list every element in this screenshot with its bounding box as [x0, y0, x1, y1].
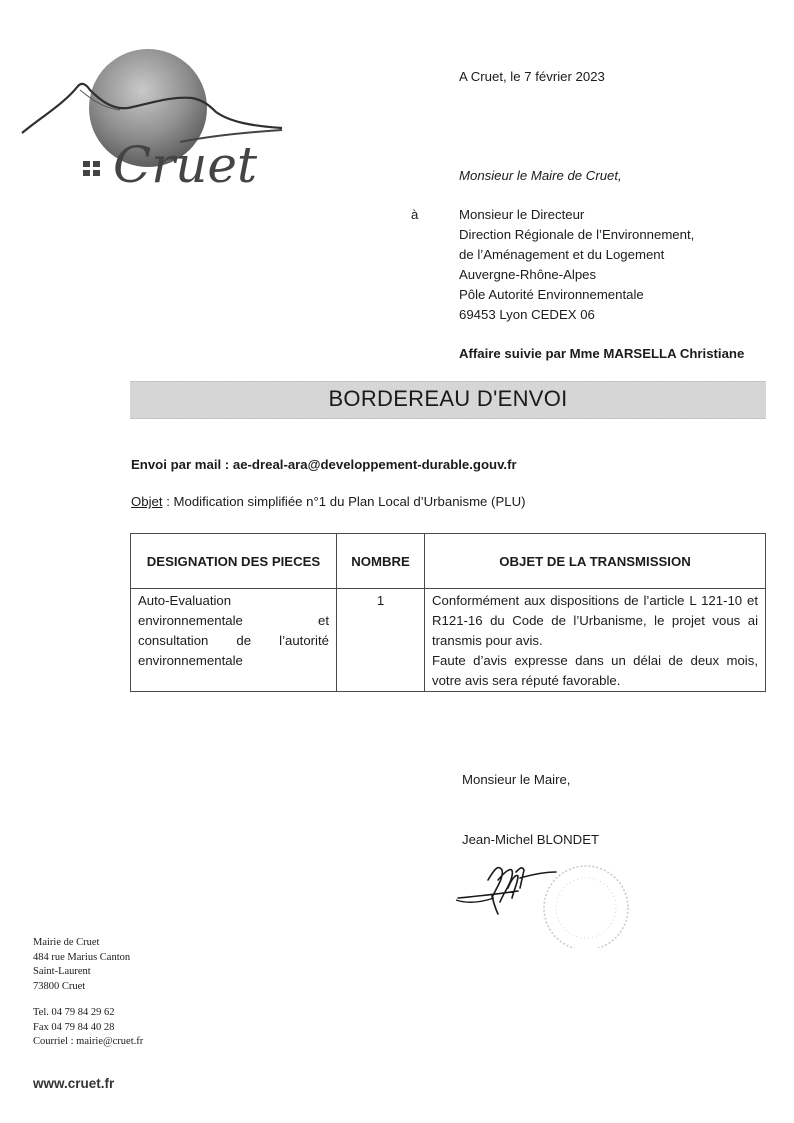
table-row [131, 589, 766, 692]
footer-address-line: Mairie de Cruet [33, 937, 100, 948]
nombre-value: 1 [376, 593, 385, 608]
logo-graphic [20, 38, 290, 198]
objet-cell [425, 589, 766, 692]
recipient-line: Direction Régionale de l’Environnement, [459, 227, 695, 242]
sender-line: Monsieur le Maire de Cruet, [459, 168, 622, 183]
official-stamp [544, 866, 628, 948]
header-objet: OBJET DE LA TRANSMISSION [425, 534, 766, 589]
footer-contact [33, 1006, 143, 1050]
footer-fax: Fax 04 79 84 40 28 [33, 1021, 115, 1033]
official-stamp-inner [556, 878, 616, 938]
logo-text: Cruet [113, 136, 258, 194]
footer-address-line: 484 rue Marius Canton [33, 951, 131, 963]
footer-phone: Tel. 04 79 84 29 62 [33, 1007, 115, 1018]
title-banner [130, 381, 766, 419]
logo-windows-icon [83, 161, 100, 176]
recipient-marker: à [411, 207, 419, 222]
send-by-mail-line: Envoi par mail : ae-dreal-ara@developpement-durable.gouv.fr [131, 457, 517, 472]
recipient-line: Auvergne-Rhône-Alpes [459, 267, 597, 282]
document-title: BORDEREAU D'ENVOI [328, 386, 568, 411]
subject-text: : Modification simplifiée n°1 du Plan Local d’Urbanisme (PLU) [162, 494, 526, 509]
objet-paragraph: Faute d’avis expresse dans un délai de deux mois, votre avis sera réputé favorable. [432, 653, 758, 688]
recipient-address [459, 205, 694, 325]
recipient-line: Monsieur le Directeur [459, 207, 585, 222]
table-header-row [131, 534, 766, 589]
designation-line: Auto-Evaluation [138, 593, 232, 608]
closing-line: Monsieur le Maire, [462, 772, 571, 787]
transmission-table [130, 533, 766, 692]
recipient-line: 69453 Lyon CEDEX 06 [459, 307, 595, 322]
footer-address [33, 936, 130, 994]
case-handler-line: Affaire suivie par Mme MARSELLA Christiane [459, 346, 745, 361]
handwritten-signature [458, 868, 556, 914]
header-designation: DESIGNATION DES PIECES [131, 534, 337, 589]
recipient-line: de l’Aménagement et du Logement [459, 247, 665, 262]
designation-line: environnementale et [138, 613, 329, 628]
header-nombre: NOMBRE [337, 534, 425, 589]
designation-line: consultation de l’autorité [138, 633, 329, 648]
signature-and-stamp [448, 858, 638, 948]
recipient-line: Pôle Autorité Environnementale [459, 287, 644, 302]
footer-address-line: 73800 Cruet [33, 980, 86, 992]
footer-website: www.cruet.fr [33, 1076, 115, 1091]
signer-name: Jean-Michel BLONDET [462, 832, 600, 847]
designation-line: environnementale [138, 653, 243, 668]
signature-underline [456, 898, 494, 902]
cruet-logo [20, 38, 290, 198]
subject-line [131, 494, 526, 509]
date-line: A Cruet, le 7 février 2023 [459, 69, 605, 84]
footer-address-line: Saint-Laurent [33, 966, 91, 977]
objet-paragraph: Conformément aux dispositions de l’article L 121-10 et R121-16 du Code de l’Urbanisme, le projet vous ai transmis pour avis. [432, 593, 758, 648]
designation-cell [131, 589, 337, 692]
nombre-cell [337, 589, 425, 692]
footer-email: Courriel : mairie@cruet.fr [33, 1036, 144, 1047]
subject-label: Objet [131, 494, 163, 509]
